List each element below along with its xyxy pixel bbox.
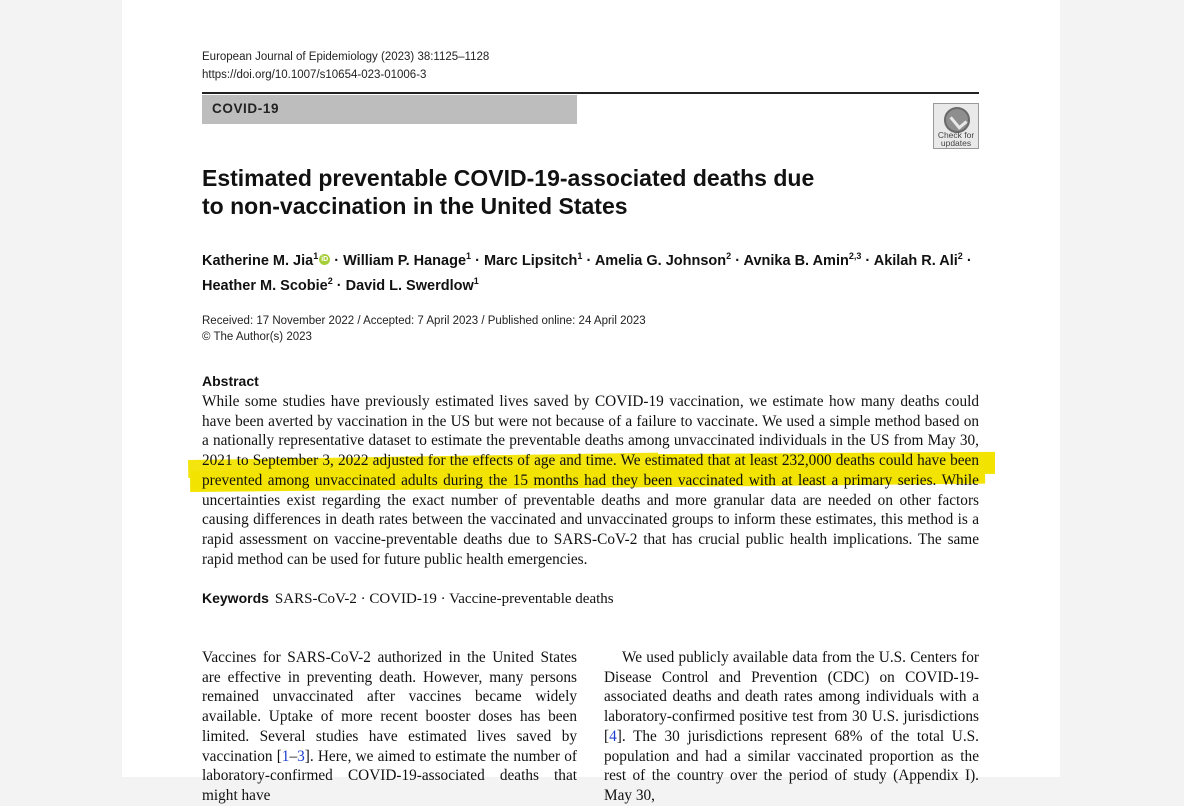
body-text: ]. The 30 jurisdictions represent 68% of the total U.S. population and had a similar vaccinated proportion as the rest of the country over the period of study (Appendix I). May 30, [604,727,979,804]
body-column-right [604,648,979,806]
author-name[interactable]: Akilah R. Ali [873,253,958,269]
paper-page [122,0,1060,804]
author-affiliation: 1 [466,251,472,261]
author-separator: · [966,253,972,269]
body-text: We used publicly available data from the U.S. Centers for Disease Control and Prevention (CDC) on COVID-19-associated deaths and death rates among individuals with a laboratory-confirmed positive test from 30 U.S. jurisdictions [ [604,649,979,745]
citation-link[interactable]: 3 [297,747,305,765]
author-affiliation: 2 [726,251,732,261]
author-affiliation: 1 [313,251,319,261]
check-badge-line1: Check for [937,130,975,140]
keywords-heading: Keywords [202,590,269,606]
journal-citation: European Journal of Epidemiology (2023) 38:1125–1128 [202,51,490,63]
abstract-part: While some studies have previously estimated lives saved by COVID-19 vaccination, we estimate how many deaths could have been averted by vaccination in the US but were not because of a failure to vaccinate. We used a simple method based on a nationally representative dataset to estimate the preventable deaths among unvaccinated individuals in the US from May 30, 2021 to September 3, 2022 adjusted for the effects of age and time. [202,393,979,470]
author-affiliation: 2,3 [848,251,862,261]
author-separator: · [865,253,871,269]
abstract-text [202,392,979,569]
author-affiliation: 1 [577,251,583,261]
title-line-1: Estimated preventable COVID-19-associated deaths due [202,165,815,191]
author-name[interactable]: Amelia G. Johnson [594,253,727,269]
author-separator: · [475,253,480,269]
author-separator: · [586,253,592,269]
history-dates: Received: 17 November 2022 / Accepted: 7 April 2023 / Published online: 24 April 2023 [202,315,646,327]
publication-dates [202,313,646,345]
author-name[interactable]: Avnika B. Amin [743,253,849,269]
check-badge-line2: updates [940,138,972,148]
doi-link[interactable]: https://doi.org/10.1007/s10654-023-01006-3 [202,69,427,81]
author-affiliation: 2 [957,251,963,261]
citation-link[interactable]: 4 [609,727,617,745]
article-title [202,164,822,220]
author-separator: · [336,278,342,294]
author-separator: · [334,253,340,269]
title-line-2: to non-vaccination in the United States [202,193,628,219]
body-text: Vaccines for SARS-CoV-2 authorized in the United States are effective in preventing death. However, many persons remained unvaccinated after vaccines became widely available. Uptake of more recent booster doses has been limited. Several studies have estimated lives saved by vaccination [ [202,649,577,765]
author-name[interactable]: Marc Lipsitch [483,253,578,269]
author-separator: · [735,253,741,269]
body-column-left [202,648,577,806]
author-name[interactable]: William P. Hanage [343,253,467,269]
header-rule [202,92,979,94]
author-list [202,246,992,296]
author-affiliation: 2 [327,276,333,286]
author-name[interactable]: Heather M. Scobie [202,278,328,294]
abstract-heading: Abstract [202,373,259,389]
author-name[interactable]: David L. Swerdlow [345,278,474,294]
check-for-updates-button[interactable] [933,103,979,149]
abstract-highlighted-sentence: We estimated that at least 232,000 deaths could have been prevented among unvaccinated adults during the 15 months had they been vaccinated with at least a primary series. [202,452,979,489]
citation-dash: – [289,747,298,765]
keywords [202,590,614,608]
author-name[interactable]: Katherine M. Jia [202,253,314,269]
citation-link[interactable]: 1 [281,747,290,765]
section-label: COVID-19 [202,95,577,124]
copyright-notice: © The Author(s) 2023 [202,331,312,343]
abstract-part: While uncertainties exist regarding the exact number of preventable deaths and more granular data are needed on other factors causing differences in death rates between the vaccinated and unvaccinated groups to inform these estimates, this method is a rapid assessment on vaccine-preventable deaths due to SARS-CoV-2 that has crucial public health implications. The same rapid method can be used for future public health emergencies. [202,471,979,568]
keywords-list: SARS-CoV-2 · COVID-19 · Vaccine-preventable deaths [274,591,614,607]
author-affiliation: 1 [473,276,479,286]
body-text: ]. Here, we aimed to estimate the number of laboratory-confirmed COVID-19-associated deaths that might have [202,747,578,804]
orcid-icon[interactable]: iD [321,256,329,263]
